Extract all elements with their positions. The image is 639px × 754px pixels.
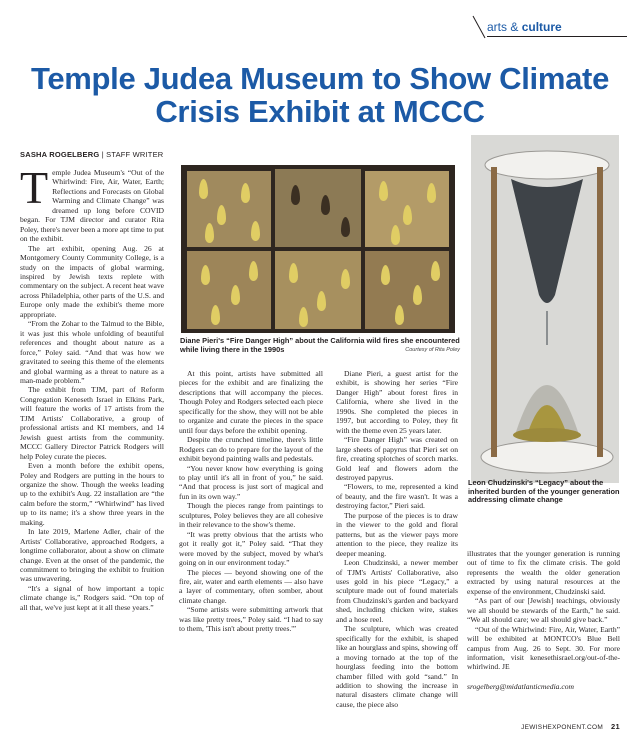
- article-paragraph: Though the pieces range from paintings to sculptures, Poley believes they are all cohesive in their relevance to the show's theme.: [179, 501, 323, 530]
- article-column-4: [467, 549, 620, 691]
- article-paragraph: “Flowers, to me, represented a kind of beauty, and the fire wasn't. It was a destroying factor,” Pieri said.: [336, 482, 458, 511]
- article-paragraph: “From the Zohar to the Talmud to the Bible, it was just this whole unfolding of beautiful references and thought about nature as a force,” Poley said. “And that was how we gravitated to seeing this theme of the elements and global warming as a threat to nature as a man-made problem.”: [20, 319, 164, 385]
- photo-caption-1: Diane Pieri's “Fire Danger High” about the California wild fires she encountered while living there in the 1990s Courtesy of Rita Poley: [180, 336, 460, 354]
- photo-credit: Courtesy of Rita Poley: [405, 346, 460, 353]
- article-paragraph: Even a month before the exhibit opens, Poley and Rodgers are putting in the hours to organize the show. Though the weeks leading up to the exhibit's Aug. 22 installation are “the calm before the storm,” “Whirlwind” has lived up to its name; it's a show three years in the making.: [20, 461, 164, 527]
- article-paragraph: illustrates that the younger generation is running out of time to fix the climate crisis. The gold represents the wealth the older generation extracted by using natural resources at the expense of the environment, Chudzinski said.: [467, 549, 620, 596]
- article-column-2: [179, 369, 323, 634]
- section-rule: [487, 36, 627, 37]
- article-paragraph: “You never know how everything is going to play until it's all in front of you,” he said. “And that process is just sort of magical and fun in its own way.”: [179, 463, 323, 501]
- article-paragraph: “It's a signal of how important a topic climate change is,” Rodgers said. “On top of all that, we've just kept at it all these years.”: [20, 583, 164, 612]
- section-name: culture: [521, 20, 562, 34]
- article-paragraph: The purpose of the pieces is to draw in the viewer to the gold and floral patterns, but as the viewer pays more attention to the piece, they realize its deeper meaning.: [336, 510, 458, 558]
- article-paragraph: The art exhibit, opening Aug. 26 at Montgomery County Community College, is a study on the impacts of global warming, inspired by Jewish texts replete with commentary on the subject. A recent heat wave across Philadelphia, other parts of the U.S. and Europe only made the exhibit's theme more appropriate.: [20, 243, 164, 319]
- byline-author: SASHA ROGELBERG: [20, 150, 100, 159]
- article-paragraph: “Fire Danger High” was created on large sheets of papyrus that Pieri set on fire, creating splotches of scorch marks. Gold leaf and flowers adorn the destroyed papyrus.: [336, 435, 458, 482]
- footer-site: JEWISHEXPONENT.COM: [521, 724, 604, 731]
- dropcap: T: [20, 162, 49, 213]
- article-column-1: [20, 162, 164, 612]
- article-paragraph: The pieces — beyond showing one of the fire, air, water and earth elements — also have a layer of commentary, often somber, about climate change.: [179, 567, 323, 605]
- article-paragraph: “Out of the Whirlwind: Fire, Air, Water, Earth” will be exhibited at MONTCO's Blue Bell campus from Aug. 26 to Sept. 30. For more information, visit kenesethisrael.org/out-of-the-whirlwind. JE: [467, 624, 620, 672]
- article-paragraph: At this point, artists have submitted all pieces for the exhibit and are finalizing the descriptions that will accompany the pieces. Though Poley and Rodgers selected each piece specifically for the show, they will not be able to organize and curate the pieces in the space until four days before the exhibit opening.: [179, 369, 323, 435]
- author-email: srogelberg@midatlanticmedia.com: [467, 681, 575, 691]
- section-prefix: arts &: [487, 20, 522, 34]
- byline: SASHA ROGELBERG | STAFF WRITER: [20, 150, 164, 159]
- article-paragraph: “Some artists were submitting artwork that was like pretty trees,” Poley said. “I had to say to them, 'This isn't about pretty trees.'”: [179, 605, 323, 634]
- article-column-3: [336, 369, 458, 709]
- article-paragraph: Leon Chudzinski, a newer member of TJM's Artists' Collaborative, also uses gold in his piece “Legacy,” a sculpture made out of found materials from Chudzinski's garden and backyard shed, including chicken wire, stakes and a hose reel.: [336, 558, 458, 624]
- byline-role: STAFF WRITER: [106, 150, 164, 159]
- page-number: 21: [611, 722, 620, 731]
- headline: Temple Judea Museum to Show Climate Crisis Exhibit at MCCC: [30, 61, 610, 129]
- fire-danger-high-photo: [181, 165, 455, 333]
- article-paragraph: The exhibit from TJM, part of Reform Congregation Keneseth Israel in Elkins Park, will feature the works of 17 artists from the TJM Artists' Collaborative, a group of professional artists and KI members, and 14 Jewish guest artists from the community. MCCC Gallery Director Patrick Rodgers will help Poley curate the pieces.: [20, 385, 164, 461]
- article-paragraph: Despite the crunched timeline, there's little Rodgers can do to prepare for the layout of the exhibit beyond painting walls and pedestals.: [179, 435, 323, 464]
- article-paragraph: Diane Pieri, a guest artist for the exhibit, is showing her series “Fire Danger High” about forest fires in California, where she lived in the 1990s. She completed the pieces in 1997, but according to Poley, they fit with the theme even 25 years later.: [336, 369, 458, 435]
- photo-caption-2: Leon Chudzinski's “Legacy” about the inherited burden of the younger generation addressing climate change: [468, 478, 620, 505]
- article-paragraph: Temple Judea Museum's “Out of the Whirlwind: Fire, Air, Water, Earth; Reflections and Forecasts on Global Warming and Climate Change” was dreamed up long before COVID began. For TJM director and curator Rita Poley, there's never been a more apt time to put on the exhibit.: [20, 162, 164, 244]
- section-tag: [487, 20, 627, 35]
- article-paragraph: The sculpture, which was created specifically for the exhibit, is shaped like an hourglass and spins, showing off a moving tornado at the top of the hourglass feeding into the bottom chamber filled with gold “sand.” In addition to showing the increase in natural disasters climate change will cause, the piece also: [336, 624, 458, 709]
- article-paragraph: “It was pretty obvious that the artists who got it really got it,” Poley said. “That they were moved by the subject, moved by what's going on in our environment today.”: [179, 529, 323, 568]
- article-paragraph: “As part of our [Jewish] teachings, obviously we all should be stewards of the Earth,” he said. “We all should care; we all should give back.”: [467, 596, 620, 625]
- legacy-sculpture-photo: [471, 135, 619, 483]
- article-paragraph: In late 2019, Marlene Adler, chair of the Artists' Collaborative, approached Rodgers, a longtime collaborator, about a show on climate change. Even at the onset of the pandemic, the commitment to bringing the exhibit to fruition was unwavering.: [20, 527, 164, 584]
- page-footer: [440, 722, 620, 731]
